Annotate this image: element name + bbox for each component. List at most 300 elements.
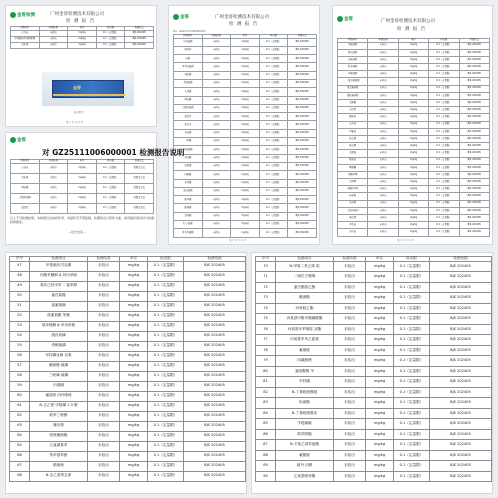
table-row [338,164,490,171]
lod-cell: 0.1（定量限） [148,351,184,361]
item-cell: 联苯肼酯 [276,429,334,440]
item-cell: 乙氧基嘧草酮 [276,471,334,482]
item-cell: 地虫硫磷 [174,187,203,195]
lod-cell: 0.1（定量限） [259,113,288,121]
table-row [338,64,490,71]
item-cell: 乙酰甲胺磷 [174,104,203,112]
result-cell: 未检出 [368,193,398,200]
unit-cell: mg/kg [366,282,394,293]
table-row [11,183,154,193]
item-cell: 噻虫嗪 [30,421,88,431]
column-header: 检测依据 [184,257,246,262]
unit-cell: mg/kg [398,114,428,121]
item-cell: 氧乐果 [11,173,40,183]
item-cell: 异菌脲 [338,200,368,207]
item-cell: N-丁基吡唑酰亚 [276,408,334,419]
unit-cell: mg/kg [366,450,394,461]
unit-cell: mg/kg [68,183,97,193]
table-row [11,203,154,213]
table-row [174,221,317,229]
lod-cell: 0.1（定量限） [148,271,184,281]
method-cell: BJS 202405 [184,371,246,381]
result-cell: 未检出 [88,341,120,351]
method-cell: BJS 202405 [288,121,317,129]
method-cell: BJS 202405 [459,49,489,56]
result-cell: 未检出 [202,196,231,204]
method-cell: BJS 202405 [288,146,317,154]
lod-cell: 0.1（定量限） [429,207,459,214]
table-row [338,143,490,150]
result-cell: 未检出 [202,46,231,54]
index-cell: 59 [10,381,30,391]
method-cell: BJS 202405 [184,441,246,451]
column-header: 检测方法 [125,27,154,31]
method-cell: 见附录方法 [125,193,154,203]
unit-cell: mg/kg [398,171,428,178]
item-cell: 甲拌磷和甲拌磷亚砜 [11,36,40,42]
lod-cell: 0.1（定量限） [148,451,184,461]
method-cell: BJS 202405 [288,55,317,63]
item-cell: 氰戊菊酯 [338,49,368,56]
item-cell: 克百威 [11,163,40,173]
index-cell: 77 [256,335,276,346]
report-title: 检 测 报 告 [397,27,427,32]
lod-cell: 0.1（定量限） [394,314,430,325]
table-row [256,450,492,461]
table-row [10,271,246,281]
index-cell: 74 [256,303,276,314]
company-logo [337,16,353,22]
item-cell: 治螟磷 [174,162,203,170]
result-cell: 未检出 [368,71,398,78]
table-row [174,129,317,137]
item-cell: 百菌清 [338,107,368,114]
unit-cell: mg/kg [68,30,97,36]
item-cell: 丙溴磷 [30,381,88,391]
table-row [338,100,490,107]
item-cell: N-去乙基莠去津 [30,471,88,481]
item-cell: 苯线磷 [174,179,203,187]
unit-cell: mg/kg [120,441,148,451]
table-row [174,187,317,195]
table-row [338,215,490,222]
lod-cell: 0.1（定量限） [259,121,288,129]
index-cell: 66 [10,451,30,461]
table-row [174,88,317,96]
unit-cell: mg/kg [231,146,260,154]
unit-cell: mg/kg [231,204,260,212]
table-row [11,42,154,48]
item-cell: 溴氰菊酯 [338,42,368,49]
item-cell: 硫丹 丙醇 [276,461,334,472]
item-cell: 甲基硫代司克磷 [30,261,88,271]
leaf-icon [173,14,179,20]
item-cell: 丙草胺乙酯 [276,303,334,314]
lod-cell: 0.1（定量限） [429,171,459,178]
column-header: 检出限 [96,160,125,164]
result-cell: 未检出 [368,229,398,236]
result-cell: 未检出 [368,171,398,178]
table-row [174,55,317,63]
product-box [52,80,124,98]
result-cell: 未检出 [88,351,120,361]
result-cell: 未检出 [368,222,398,229]
table-row [338,193,490,200]
table-row [256,261,492,272]
result-cell: 未检出 [88,471,120,481]
item-cell: 五氯硝基苯 [30,441,88,451]
lod-cell: 0.1（定量限） [259,229,288,237]
unit-cell: mg/kg [120,411,148,421]
unit-cell: mg/kg [398,215,428,222]
table-row [338,78,490,85]
result-cell: 未检出 [334,345,366,356]
result-cell: 未检出 [202,71,231,79]
lod-cell: 0.1（定量限） [259,221,288,229]
item-cell: 醚菌酯 [276,293,334,304]
item-cell: 辛硫磷 [174,129,203,137]
index-cell: 50 [10,291,30,301]
report-number: No.: GZ25111006000001 [173,30,206,33]
result-cell: 未检出 [88,401,120,411]
item-cell: 特丁硫磷 [174,221,203,229]
mini-table-top-left [10,26,154,49]
method-cell: BJS 202405 [459,92,489,99]
lod-cell: 0.1（定量限） [259,146,288,154]
table-row [256,356,492,367]
lod-cell: 0.1（定量限） [429,143,459,150]
method-cell: BJS 202405 [288,80,317,88]
item-cell: 氟酰胺 [276,450,334,461]
page-number: 第 1 页 共 6 页 [66,121,84,124]
item-cell: 哒螨灵 [338,157,368,164]
table-row [256,272,492,283]
notice-table [10,159,154,214]
result-cell: 未检出 [202,113,231,121]
item-cell: 苯醚甲环唑 [338,186,368,193]
unit-cell: mg/kg [366,419,394,430]
column-header: 检测结果 [88,257,120,262]
result-cell: 未检出 [202,38,231,46]
column-header: 序号 [10,257,30,262]
table-row [174,71,317,79]
lod-cell: 0.1（定量限） [148,421,184,431]
logo-text: 金哥 [180,15,189,20]
report-title: 检 测 报 告 [66,19,96,24]
method-cell: BJS 202405 [184,471,246,481]
item-cell: 乐果 [174,55,203,63]
logo-text: 金哥 [344,17,353,22]
method-cell: BJS 202405 [459,179,489,186]
result-cell: 未检出 [368,200,398,207]
table-row [174,121,317,129]
method-cell: BJS 202405 [184,451,246,461]
item-cell: 三唑磷 硫磷 [30,371,88,381]
unit-cell: mg/kg [398,78,428,85]
column-header: 单位 [366,257,394,262]
method-cell: BJS 202405 [430,272,492,283]
method-cell: BJS 202405 [430,471,492,482]
unit-cell: mg/kg [398,157,428,164]
method-cell: BJS 202405 [184,281,246,291]
lod-cell: 0.1（定量限） [148,381,184,391]
column-header: 检测方法 [459,39,489,43]
method-cell: BJS 202405 [459,135,489,142]
method-cell: BJS 202405 [125,42,154,48]
result-cell: 未检出 [88,381,120,391]
method-cell: BJS 202405 [288,63,317,71]
table-row [338,128,490,135]
index-cell: 83 [256,398,276,409]
unit-cell: mg/kg [231,138,260,146]
index-cell: 64 [10,431,30,441]
result-cell: 未检出 [334,366,366,377]
unit-cell: mg/kg [231,196,260,204]
result-cell: 未检出 [368,157,398,164]
lod-cell: 0.1（定量限） [429,107,459,114]
result-cell: 未检出 [368,215,398,222]
unit-cell: mg/kg [120,351,148,361]
result-cell: 未检出 [368,186,398,193]
item-cell: 三氟氯氰菊酯 [338,78,368,85]
method-cell: BJS 202405 [288,129,317,137]
result-cell: 未检出 [202,88,231,96]
column-header: 检测项目 [276,257,334,262]
result-cell: 未检出 [88,371,120,381]
unit-cell: mg/kg [231,179,260,187]
table-row [338,92,490,99]
method-cell: 见附录方法 [125,203,154,213]
method-cell: BJS 202405 [288,221,317,229]
item-cell: 敌敌畏 [174,113,203,121]
lod-cell: 0.1（定量限） [148,261,184,271]
item-cell: 氟硝胺 [276,345,334,356]
unit-cell: mg/kg [366,429,394,440]
item-cell: 氧环己烷甲苯 二氯苯醇 [30,281,88,291]
lod-cell: 0.1（定量限） [96,36,125,42]
lod-cell: 0.1（定量限） [429,193,459,200]
item-cell: 灭蝇胺 [338,150,368,157]
index-cell: 89 [256,461,276,472]
result-cell: 未检出 [88,361,120,371]
unit-cell: mg/kg [366,345,394,356]
lod-cell: 0.1（定量限） [429,128,459,135]
lod-cell: 0.1（定量限） [148,391,184,401]
item-cell: 氧乐果 [11,42,40,48]
lod-cell: 0.1（定量限） [429,78,459,85]
method-cell: BJS 202405 [184,431,246,441]
table-row [256,324,492,335]
unit-cell: mg/kg [398,207,428,214]
result-cell: 未检出 [88,451,120,461]
unit-cell: mg/kg [231,171,260,179]
unit-cell: mg/kg [398,186,428,193]
column-header: 检出限 [429,39,459,43]
result-cell: 未检出 [368,128,398,135]
table-row [10,461,246,471]
method-cell: BJS 202405 [459,186,489,193]
unit-cell: mg/kg [120,261,148,271]
result-cell: 未检出 [202,204,231,212]
result-cell: 未检出 [368,179,398,186]
table-row [256,440,492,451]
method-cell: BJS 202405 [288,187,317,195]
item-cell: 丙酯杀螨醇 β-异丙草胺 [30,271,88,281]
lod-cell: 0.1（定量限） [259,55,288,63]
index-cell: 47 [10,261,30,271]
table-row [338,207,490,214]
index-cell: 79 [256,356,276,367]
table-row [174,171,317,179]
lod-cell: 0.1（定量限） [429,200,459,207]
unit-cell: mg/kg [231,154,260,162]
index-cell: 48 [10,271,30,281]
lod-cell: 0.1（定量限） [394,398,430,409]
method-cell: BJS 202405 [430,303,492,314]
result-cell: 未检出 [202,187,231,195]
table-row [174,162,317,170]
unit-cell: mg/kg [366,471,394,482]
index-cell: 56 [10,351,30,361]
lod-cell: 0.1（定量限） [259,187,288,195]
column-header: 检出限 [148,257,184,262]
result-cell: 未检出 [39,42,68,48]
item-cell: 三唑磷 [174,138,203,146]
method-cell: BJS 202405 [184,311,246,321]
lod-cell: 0.1（定量限） [148,461,184,471]
lod-cell: 0.1（定量限） [429,71,459,78]
item-cell: 杀螟硫磷 [30,341,88,351]
item-cell: 氰戊菊酯 [30,291,88,301]
item-cell: 多菌灵 [338,121,368,128]
result-cell: 未检出 [334,282,366,293]
table-row [11,193,154,203]
lod-cell: 0.1（定量限） [259,196,288,204]
lod-cell: 0.1（定量限） [148,301,184,311]
lod-cell: 0.1（定量限） [148,361,184,371]
column-header: 单位 [120,257,148,262]
table-row [10,301,246,311]
table-row [256,408,492,419]
lod-cell: 0.1（定量限） [96,163,125,173]
lod-cell: 0.1（定量限） [394,387,430,398]
item-cell: 敌敌畏 [11,203,40,213]
unit-cell: mg/kg [366,314,394,325]
table-row [338,71,490,78]
table-row [174,204,317,212]
lod-cell: 0.1（定量限） [394,335,430,346]
lod-cell: 0.1（定量限） [429,179,459,186]
item-cell: 醚菌酯 硫磷 [30,361,88,371]
method-cell: BJS 202405 [430,293,492,304]
method-cell: BJS 202405 [184,261,246,271]
unit-cell: mg/kg [231,113,260,121]
lod-cell: 0.1（定量限） [259,96,288,104]
lod-cell: 0.1（定量限） [429,164,459,171]
lod-cell: 0.1（定量限） [259,63,288,71]
lod-cell: 0.1（定量限） [96,193,125,203]
item-cell: 苄嘧磺隆 [276,419,334,430]
table-row [338,229,490,236]
unit-cell: mg/kg [366,324,394,335]
unit-cell: mg/kg [231,162,260,170]
table-row [256,314,492,325]
item-cell: 内吸磷 [174,171,203,179]
result-cell: 未检出 [202,146,231,154]
table-row [10,371,246,381]
table-row [174,38,317,46]
item-cell: 烯酰吗啉 [338,171,368,178]
item-cell: 嘧霉胺 [338,193,368,200]
item-cell: 氯氰菊酯 [30,301,88,311]
lod-cell: 0.1（定量限） [259,171,288,179]
lod-cell: 0.1（定量限） [259,129,288,137]
item-cell: 氟硅唑 丙环唑唑 [30,391,88,401]
company-name: 广州金哥检测技术有限公司 [381,19,435,24]
lod-cell: 0.1（定量限） [148,321,184,331]
lod-cell: 0.1（定量限） [394,293,430,304]
table-row [10,261,246,271]
unit-cell: mg/kg [68,173,97,183]
table-row [338,200,490,207]
result-cell: 未检出 [88,431,120,441]
result-cell: 未检出 [88,261,120,271]
index-cell: 81 [256,377,276,388]
index-cell: 57 [10,361,30,371]
lod-cell: 0.1（定量限） [394,408,430,419]
result-cell: 未检出 [88,411,120,421]
item-cell: N-甲氧二苯乙烯 啶 [276,261,334,272]
lod-cell: 0.1（定量限） [429,85,459,92]
lod-cell: 0.1（定量限） [96,183,125,193]
report-page-5 [251,252,493,494]
result-cell: 未检出 [88,321,120,331]
result-cell: 未检出 [202,129,231,137]
table-row [338,171,490,178]
table-row [256,282,492,293]
item-cell: N-丁基吡唑酰胺 [276,387,334,398]
unit-cell: mg/kg [398,121,428,128]
company-logo [10,12,35,18]
unit-cell: mg/kg [398,42,428,49]
table-row [338,135,490,142]
method-cell: BJS 202405 [430,450,492,461]
item-cell: 噻嗪酮 [338,164,368,171]
result-cell: 未检出 [334,303,366,314]
lod-cell: 0.1（定量限） [148,341,184,351]
method-cell: BJS 202405 [430,314,492,325]
column-header: 检测项目 [11,27,40,31]
item-cell: 丙氧基甲苯嘧啶 双酯 [276,324,334,335]
lod-cell: 0.1（定量限） [148,281,184,291]
result-cell: 未检出 [88,301,120,311]
lod-cell: 0.1（定量限） [429,121,459,128]
table-row [256,293,492,304]
index-cell: 63 [10,421,30,431]
unit-cell: mg/kg [398,193,428,200]
result-cell: 未检出 [334,419,366,430]
index-cell: 72 [256,282,276,293]
item-cell: 杀螟硫磷 [174,80,203,88]
method-cell: BJS 202405 [459,42,489,49]
result-cell: 未检出 [334,461,366,472]
method-cell: BJS 202405 [288,204,317,212]
result-cell: 未检出 [39,30,68,36]
table-row [10,351,246,361]
table-row [256,303,492,314]
lod-cell: 0.1（定量限） [148,331,184,341]
unit-cell: mg/kg [398,85,428,92]
